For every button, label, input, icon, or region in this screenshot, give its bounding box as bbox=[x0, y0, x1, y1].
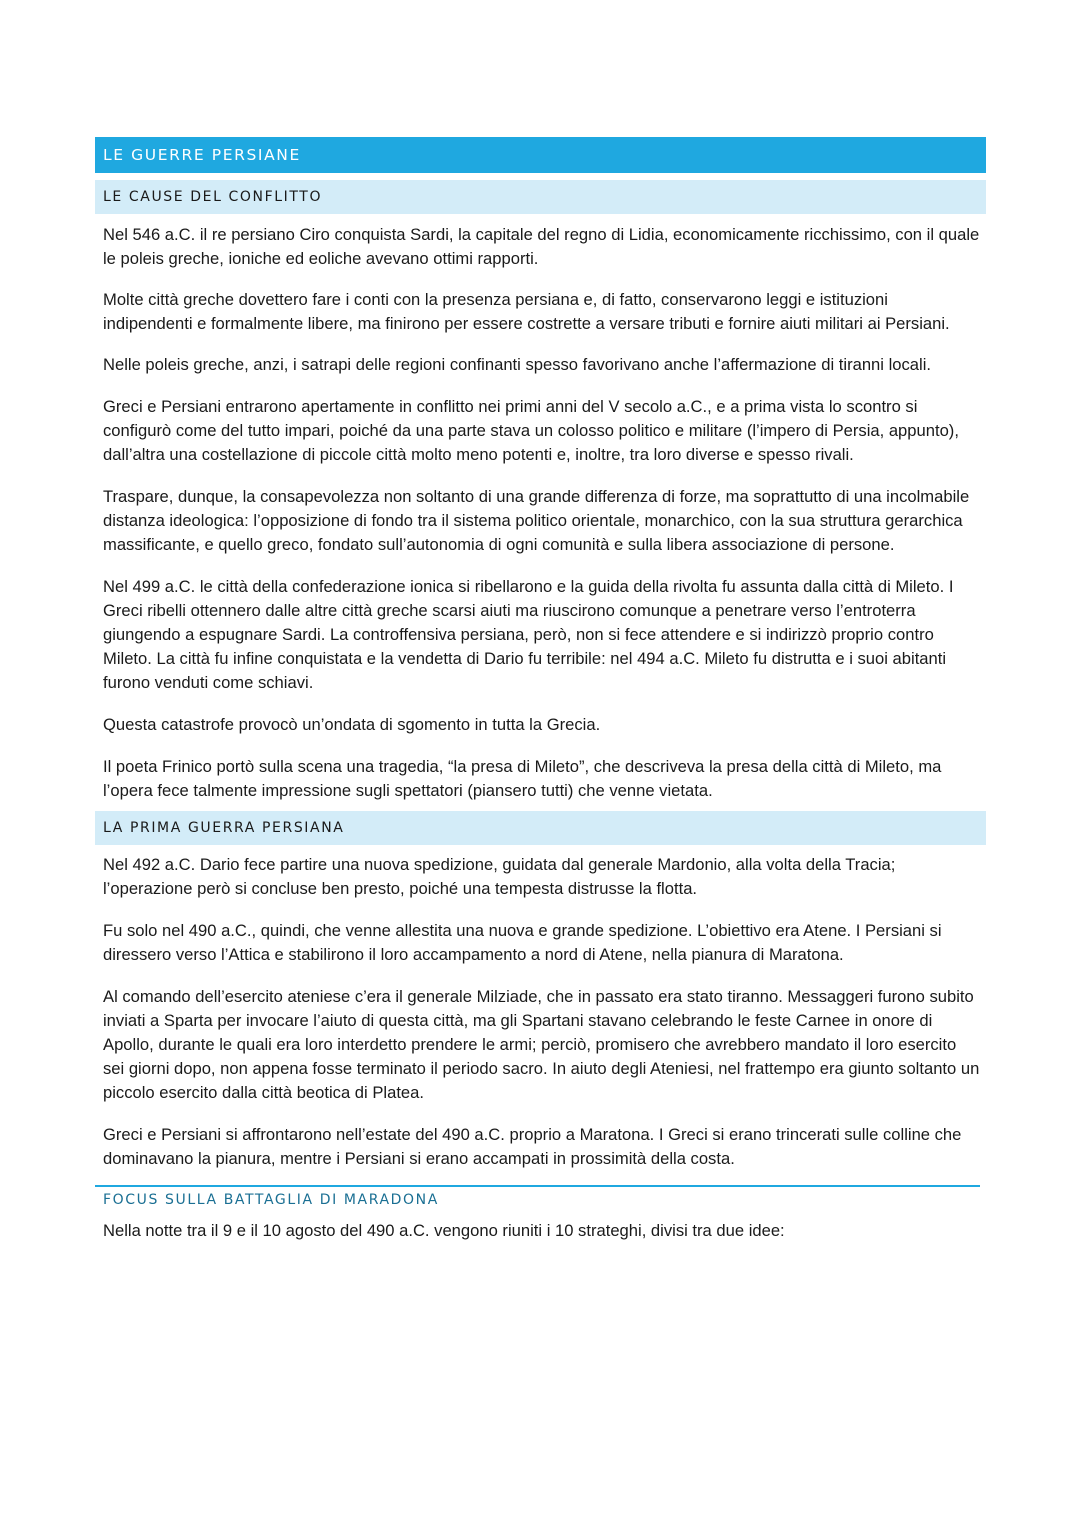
section-heading-causes bbox=[95, 180, 986, 214]
paragraph: Greci e Persiani si affrontarono nell’estate del 490 a.C. proprio a Maratona. I Greci si erano trincerati sulle colline che dominavano la pianura, mentre i Persiani si erano accampati in prossimità della costa. bbox=[103, 1125, 962, 1168]
document-title: LE GUERRE PERSIANE bbox=[103, 146, 301, 164]
paragraph: Nel 499 a.C. le città della confederazione ionica si ribellarono e la guida della rivolta fu assunta dalla città di Mileto. I Greci ribelli ottennero dalle altre città greche scarsi aiuti ma riuscirono comunque a penetrare verso l’entroterra giungendo a espugnare Sardi. La controffensiva persiana, però, non si fece attendere e si indirizzò proprio contro Mileto. La città fu infine conquistata e la vendetta di Dario fu terribile: nel 494 a.C. Mileto fu distrutta e i suoi abitanti furono venduti come schiavi. bbox=[103, 577, 954, 692]
paragraph: Il poeta Frinico portò sulla scena una tragedia, “la presa di Mileto”, che descriveva la presa della città di Mileto, ma l’opera fece talmente impressione sugli spettatori (piansero tutti) che venne vietata. bbox=[103, 757, 942, 800]
section-heading-focus bbox=[95, 1185, 980, 1213]
paragraph: Fu solo nel 490 a.C., quindi, che venne allestita una nuova e grande spedizione. L’obiettivo era Atene. I Persiani si diressero verso l’Attica e stabilirono il loro accampamento a nord di Atene, nella pianura di Maratona. bbox=[103, 921, 942, 964]
section-heading-first-war bbox=[95, 811, 986, 845]
paragraph: Nella notte tra il 9 e il 10 agosto del 490 a.C. vengono riuniti i 10 strateghi, divisi tra due idee: bbox=[103, 1221, 785, 1240]
section-heading-text: LE CAUSE DEL CONFLITTO bbox=[103, 189, 323, 205]
document-page bbox=[95, 137, 986, 1243]
document-title-bar bbox=[95, 137, 986, 173]
paragraph: Nelle poleis greche, anzi, i satrapi delle regioni confinanti spesso favorivano anche l’affermazione di tiranni locali. bbox=[103, 355, 932, 374]
paragraph: Molte città greche dovettero fare i conti con la presenza persiana e, di fatto, conservarono leggi e istituzioni indipendenti e formalmente libere, ma finirono per essere costrette a versare tributi e fornire aiuti militari ai Persiani. bbox=[103, 290, 950, 333]
paragraph: Greci e Persiani entrarono apertamente in conflitto nei primi anni del V secolo a.C., e a prima vista lo scontro si configurò come del tutto impari, poiché da una parte stava un colosso politico e militare (l’impero di Persia, appunto), dall’altra una costellazione di piccole città molto meno potenti e, inoltre, tra loro diverse e spesso rivali. bbox=[103, 397, 959, 464]
paragraph: Al comando dell’esercito ateniese c’era il generale Milziade, che in passato era stato tiranno. Messaggeri furono subito inviati a Sparta per invocare l’aiuto di questa città, ma gli Spartani stavano celebrando le feste Carnee in onore di Apollo, durante le quali era loro interdetto prendere le armi; perciò, promisero che avrebbero mandato il loro esercito sei giorni dopo, non appena fosse terminato il periodo sacro. In aiuto degli Ateniesi, nel frattempo era giunto soltanto un piccolo esercito dalla città beotica di Platea. bbox=[103, 987, 980, 1102]
paragraph: Questa catastrofe provocò un’ondata di sgomento in tutta la Grecia. bbox=[103, 715, 601, 734]
section-heading-text: LA PRIMA GUERRA PERSIANA bbox=[103, 820, 345, 836]
paragraph: Nel 492 a.C. Dario fece partire una nuova spedizione, guidata dal generale Mardonio, alla volta della Tracia; l’operazione però si concluse ben presto, poiché una tempesta distrusse la flotta. bbox=[103, 855, 896, 898]
paragraph: Traspare, dunque, la consapevolezza non soltanto di una grande differenza di forze, ma soprattutto di una incolmabile distanza ideologica: l’opposizione di fondo tra il sistema politico orientale, monarchico, con la sua struttura gerarchica massificante, e quello greco, fondato sull’autonomia di ogni comunità e sulla libera associazione di persone. bbox=[103, 487, 970, 554]
section-heading-text: FOCUS SULLA BATTAGLIA DI MARADONA bbox=[103, 1192, 439, 1208]
paragraph: Nel 546 a.C. il re persiano Ciro conquista Sardi, la capitale del regno di Lidia, economicamente ricchissimo, con il quale le poleis greche, ioniche ed eoliche avevano ottimi rapporti. bbox=[103, 225, 980, 268]
